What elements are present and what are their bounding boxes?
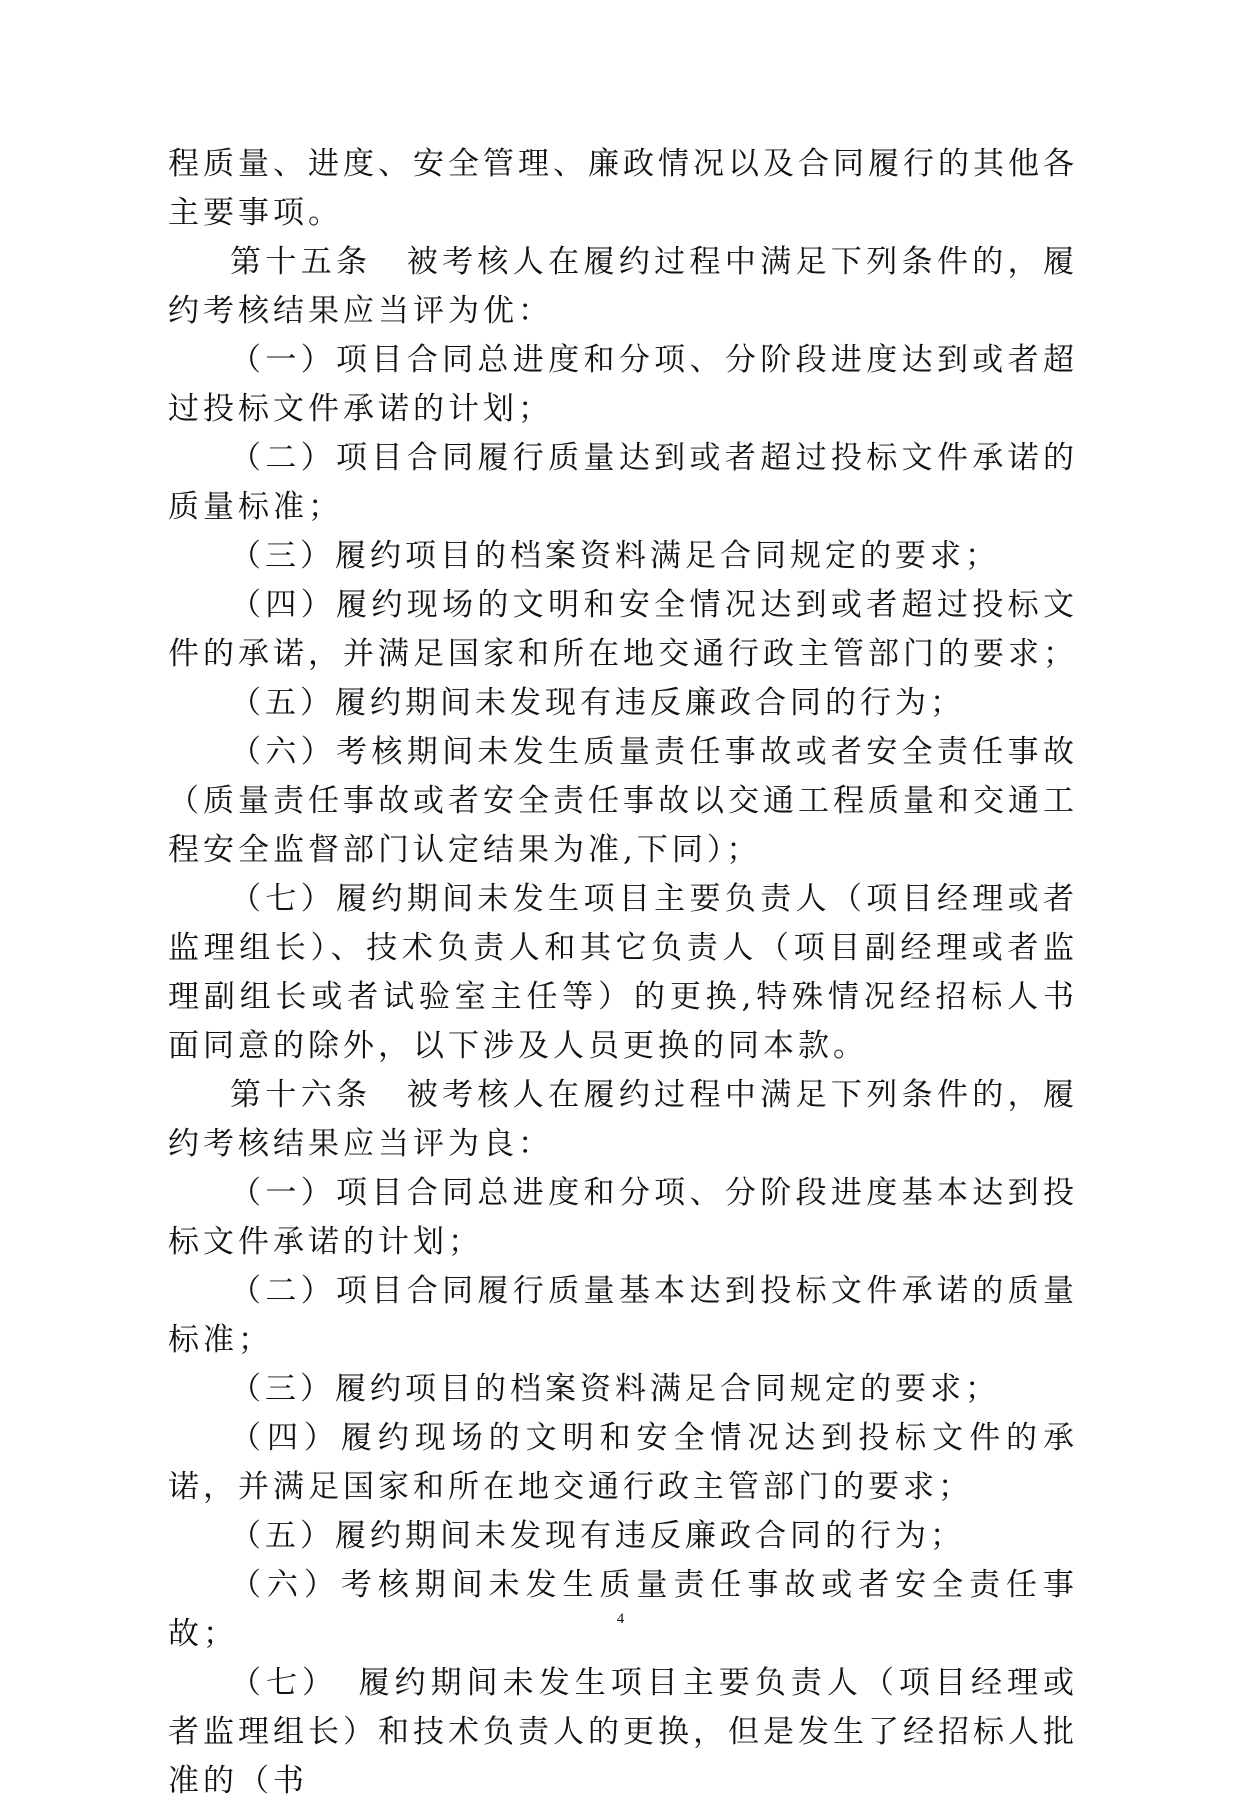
article-16-item-6: （六）考核期间未发生质量责任事故或者安全责任事故； [168,1567,1078,1652]
article-16-heading: 第十六条 被考核人在履约过程中满足下列条件的，履约考核结果应当评为良： [168,1077,1078,1162]
article-16-item-5: （五）履约期间未发现有违反廉政合同的行为； [230,1518,965,1554]
article-15-item-4: （四）履约现场的文明和安全情况达到或者超过投标文件的承诺，并满足国家和所在地交通行政主管部门的要求； [168,587,1078,672]
article-15-item-2: （二）项目合同履行质量达到或者超过投标文件承诺的质量标准； [168,440,1078,525]
article-15-item-3: （三）履约项目的档案资料满足合同规定的要求； [230,538,1000,574]
article-16-item-2: （二）项目合同履行质量基本达到投标文件承诺的质量标准； [168,1273,1078,1358]
document-body [168,140,1078,1806]
article-16-item-7: （七） 履约期间未发生项目主要负责人（项目经理或者监理组长）和技术负责人的更换，但是发生了经招标人批准的（书 [168,1665,1078,1799]
article-15-item-1: （一）项目合同总进度和分项、分阶段进度达到或者超过投标文件承诺的计划； [168,342,1078,427]
article-16-item-3: （三）履约项目的档案资料满足合同规定的要求； [230,1371,1000,1407]
article-15-item-5: （五）履约期间未发现有违反廉政合同的行为； [230,685,965,721]
article-15-heading: 第十五条 被考核人在履约过程中满足下列条件的，履约考核结果应当评为优： [168,244,1078,329]
article-16-item-1: （一）项目合同总进度和分项、分阶段进度基本达到投标文件承诺的计划； [168,1175,1078,1260]
page-number: 4 [616,1611,625,1627]
article-16-item-4: （四）履约现场的文明和安全情况达到投标文件的承诺，并满足国家和所在地交通行政主管部门的要求； [168,1420,1078,1505]
paragraph-continuation: 程质量、进度、安全管理、廉政情况以及合同履行的其他各主要事项。 [168,146,1078,231]
article-15-item-7: （七）履约期间未发生项目主要负责人（项目经理或者监理组长）、技术负责人和其它负责人（项目副经理或者监理副组长或者试验室主任等）的更换,特殊情况经招标人书面同意的除外，以下涉及人员更换的同本款。 [168,881,1078,1064]
article-15-item-6: （六）考核期间未发生质量责任事故或者安全责任事故（质量责任事故或者安全责任事故以交通工程质量和交通工程安全监督部门认定结果为准,下同）； [168,734,1078,868]
